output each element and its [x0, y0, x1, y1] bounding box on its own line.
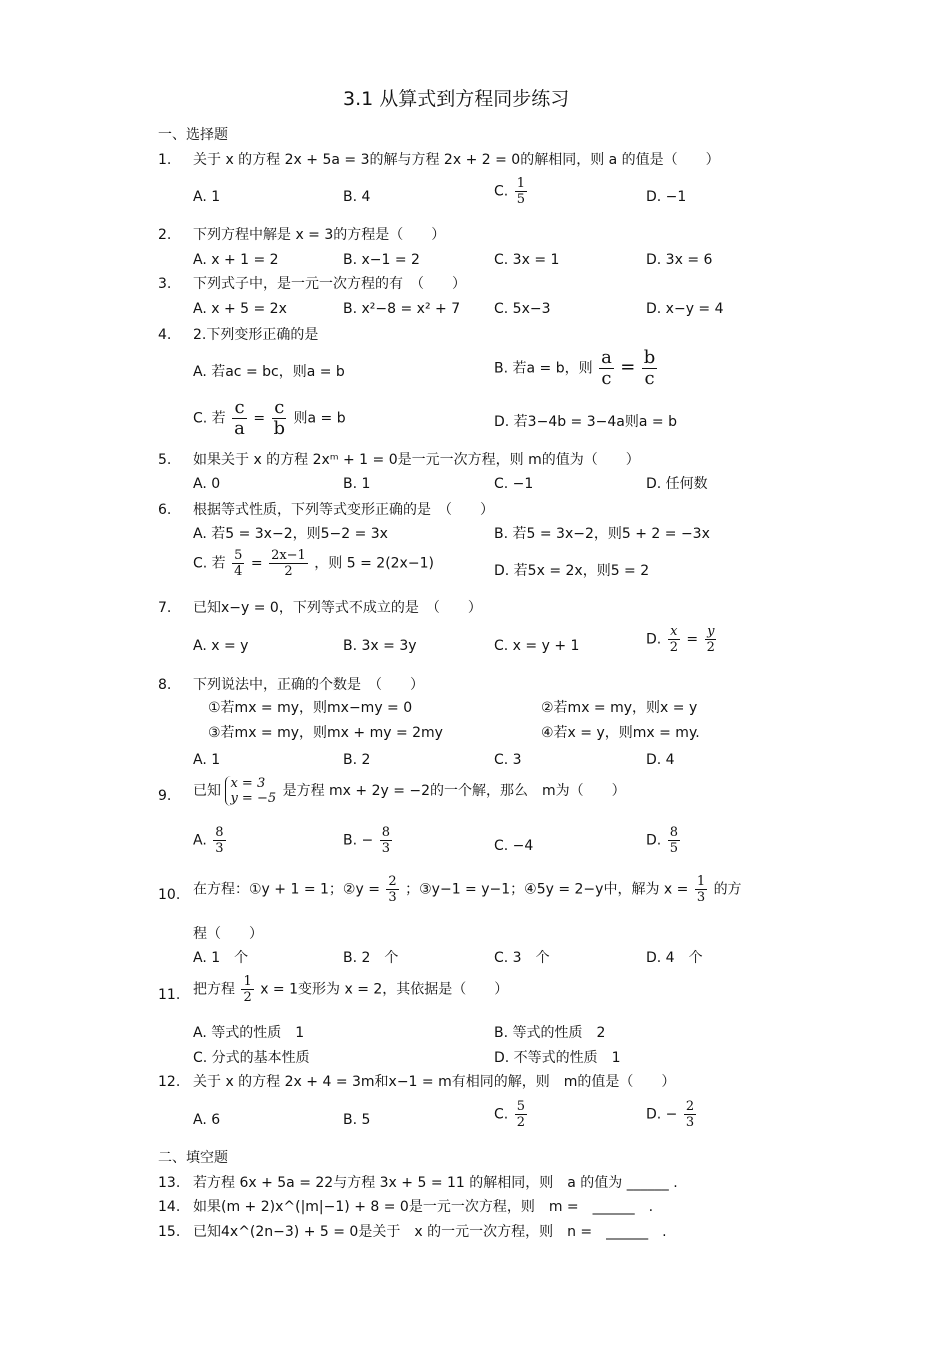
q7-number: 7.: [158, 600, 172, 616]
q6-option-a: A. 若5 = 3x−2，则5−2 = 3x: [193, 526, 388, 542]
q12-option-c-fraction: [515, 1099, 527, 1130]
q7-option-d: D. $\frac{x}{2}$ = $\frac{y}{2}$: [646, 624, 715, 655]
q3-option-d: D. x−y = 4: [646, 301, 724, 317]
q7-option-c: C. x = y + 1: [494, 638, 580, 654]
denominator: 4: [234, 564, 243, 579]
q12-number: 12.: [158, 1074, 181, 1090]
q10-number: 10.: [158, 887, 181, 903]
q12-option-d-label: D. −: [646, 1106, 678, 1123]
numerator: 2: [685, 1099, 695, 1114]
q4-option-b-fraction-right: [642, 348, 658, 389]
denominator: 2: [284, 564, 293, 579]
q1-number: 1.: [158, 152, 172, 168]
section-heading-fill-in: 二、填空题: [158, 1150, 228, 1166]
q4-option-c-label: C. 若: [193, 410, 226, 427]
denominator: 3: [215, 841, 224, 856]
q7-option-d-fraction-left: [668, 624, 680, 655]
numerator: 8: [381, 825, 390, 840]
q9-equation-system: [225, 776, 276, 806]
q4-option-c-fraction-left: [232, 398, 247, 439]
q12-option-c: [494, 1099, 529, 1130]
q11-option-d: D. 不等式的性质 1: [494, 1050, 621, 1066]
q12-stem: 关于 x 的方程 2x + 4 = 3m和x−1 = m有相同的解，则 m的值是（ ）: [193, 1074, 676, 1090]
q9-option-c: C. −4: [494, 838, 534, 854]
q6-option-d: D. 若5x = 2x，则5 = 2: [494, 563, 650, 579]
q5-option-b: B. 1: [343, 476, 371, 492]
denominator: 2: [669, 640, 678, 655]
q8-statement-2: ②若mx = my，则x = y: [541, 700, 698, 716]
q9-option-d: [646, 825, 682, 856]
q3-number: 3.: [158, 276, 172, 292]
q1-option-a: A. 1: [193, 189, 221, 205]
q8-option-d: D. 4: [646, 752, 675, 768]
numerator: y: [707, 624, 715, 639]
q1-option-c-fraction: [515, 176, 527, 207]
q9-option-d-fraction: [668, 825, 680, 856]
q1-option-c-label: C.: [494, 183, 509, 200]
denominator: a: [234, 418, 245, 439]
section-heading-choice: 一、选择题: [158, 127, 228, 143]
q8-option-a: A. 1: [193, 752, 221, 768]
q9-option-a: [193, 825, 228, 856]
q9-option-a-fraction: [213, 825, 225, 856]
q10-option-b: B. 2 个: [343, 950, 399, 966]
q4-option-c-fraction-right: [272, 398, 288, 439]
q14-stem: 如果(m + 2)x^(|m|−1) + 8 = 0是一元一次方程，则 m = ______ .: [193, 1199, 654, 1215]
q6-option-c-fraction-left: [232, 548, 244, 579]
system-line-1: x = 3: [230, 776, 266, 791]
q6-option-b: B. 若5 = 3x−2，则5 + 2 = −3x: [494, 526, 710, 542]
numerator: a: [601, 347, 612, 368]
q9-stem: [193, 776, 626, 806]
numerator: c: [274, 397, 285, 418]
q4-option-b-label: B. 若a = b，则: [494, 360, 593, 377]
q6-option-c-fraction-right: [269, 548, 308, 579]
q5-number: 5.: [158, 452, 172, 468]
q9-stem-suffix: 是方程 mx + 2y = −2的一个解，那么 m为（ ）: [282, 783, 626, 799]
q9-number: 9.: [158, 788, 172, 804]
numerator: 1: [243, 974, 252, 989]
q10-option-c: C. 3 个: [494, 950, 550, 966]
q2-option-d: D. 3x = 6: [646, 252, 713, 268]
q11-fraction: [241, 974, 253, 1005]
q1-option-d: D. −1: [646, 189, 687, 205]
q4-option-c: C. 若 $\frac{c}{a}$ = $\frac{c}{b}$ 则a = b: [193, 397, 346, 439]
q10-stem: [193, 874, 742, 905]
q6-option-c-conclusion: ，则 5 = 2(2x−1): [314, 555, 434, 572]
numerator: 8: [669, 825, 678, 840]
q13-stem: 若方程 6x + 5a = 22与方程 3x + 5 = 11 的解相同，则 a 的值为 ______ .: [193, 1175, 678, 1191]
q10-option-d: D. 4 个: [646, 950, 703, 966]
q11-option-a: A. 等式的性质 1: [193, 1025, 305, 1041]
q1-stem: 关于 x 的方程 2x + 5a = 3的解与方程 2x + 2 = 0的解相同，则 a 的值是（ ）: [193, 152, 720, 168]
page-title: 3.1 从算式到方程同步练习: [343, 88, 570, 110]
denominator: 2: [243, 990, 252, 1005]
q10-fraction-2: [695, 874, 707, 905]
q8-statement-1: ①若mx = my，则mx−my = 0: [208, 700, 413, 716]
numerator: 1: [516, 176, 525, 191]
q7-option-b: B. 3x = 3y: [343, 638, 417, 654]
numerator: 2x−1: [271, 548, 306, 563]
q2-option-c: C. 3x = 1: [494, 252, 560, 268]
q9-option-b: [343, 825, 394, 856]
q4-option-b: B. 若a = b，则 $\frac{a}{c}$ = $\frac{b}{c}$: [494, 347, 656, 389]
system-line-2: y = −5: [230, 791, 277, 806]
q15-number: 15.: [158, 1224, 181, 1240]
q6-stem: 根据等式性质，下列等式变形正确的是 （ ）: [193, 502, 494, 518]
q7-stem: 已知x−y = 0，下列等式不成立的是 （ ）: [193, 600, 482, 616]
q6-number: 6.: [158, 502, 172, 518]
q3-option-b: B. x²−8 = x² + 7: [343, 301, 461, 317]
q8-number: 8.: [158, 677, 172, 693]
q4-option-b-fraction-left: [599, 348, 614, 389]
q11-option-c: C. 分式的基本性质: [193, 1050, 310, 1066]
q11-stem: [193, 974, 508, 1005]
q9-option-d-label: D.: [646, 832, 662, 849]
numerator: x: [670, 624, 678, 639]
q8-statement-3: ③若mx = my，则mx + my = 2my: [208, 725, 443, 741]
q2-option-a: A. x + 1 = 2: [193, 252, 279, 268]
numerator: 1: [696, 874, 706, 889]
q2-number: 2.: [158, 227, 172, 243]
numerator: b: [643, 347, 656, 368]
denominator: 3: [696, 890, 706, 905]
q11-stem-suffix: x = 1变形为 x = 2，其依据是（ ）: [260, 981, 509, 998]
denominator: c: [644, 368, 655, 389]
q8-statement-4: ④若x = y，则mx = my.: [541, 725, 700, 741]
q7-option-d-fraction-right: [705, 624, 717, 655]
q5-option-d: D. 任何数: [646, 476, 708, 492]
q10-stem-continued: 程（ ）: [193, 926, 263, 942]
denominator: c: [601, 368, 612, 389]
q6-option-c: C. 若 $\frac{5}{4}$ = $\frac{2x-1}{2}$ ，则 5 = 2(2x−1): [193, 548, 434, 579]
q3-option-c: C. 5x−3: [494, 301, 551, 317]
q4-option-c-conclusion: 则a = b: [293, 410, 346, 427]
q10-stem-part-1: 在方程：①y + 1 = 1；②y =: [193, 881, 380, 898]
q8-option-b: B. 2: [343, 752, 371, 768]
q10-stem-part-3: 的方: [713, 881, 742, 898]
denominator: 5: [516, 192, 525, 207]
q4-option-a: A. 若ac = bc，则a = b: [193, 364, 345, 380]
numerator: 5: [516, 1099, 525, 1114]
q2-option-b: B. x−1 = 2: [343, 252, 420, 268]
q4-stem: 2.下列变形正确的是: [193, 327, 319, 343]
denominator: 2: [516, 1115, 525, 1130]
q4-number: 4.: [158, 327, 172, 343]
q5-stem: 如果关于 x 的方程 2xᵐ + 1 = 0是一元一次方程，则 m的值为（ ）: [193, 452, 640, 468]
denominator: 2: [706, 640, 715, 655]
q1-option-c: [494, 176, 529, 207]
q1-option-b: B. 4: [343, 189, 371, 205]
q8-stem: 下列说法中，正确的个数是 （ ）: [193, 677, 424, 693]
q12-option-c-label: C.: [494, 1106, 509, 1123]
q10-fraction-1: [386, 874, 398, 905]
q8-option-c: C. 3: [494, 752, 522, 768]
q15-stem: 已知4x^(2n−3) + 5 = 0是关于 x 的一元一次方程，则 n = ______ .: [193, 1224, 667, 1240]
denominator: 3: [381, 841, 390, 856]
denominator: b: [273, 418, 286, 439]
q9-option-b-label: B. −: [343, 832, 374, 849]
numerator: 5: [234, 548, 243, 563]
q14-number: 14.: [158, 1199, 181, 1215]
q10-stem-part-2: ；③y−1 = y−1；④5y = 2−y中，解为 x =: [405, 881, 689, 898]
q6-option-c-label: C. 若: [193, 555, 226, 572]
q12-option-d: [646, 1099, 698, 1130]
q11-number: 11.: [158, 987, 181, 1003]
q10-option-a: A. 1 个: [193, 950, 249, 966]
q13-number: 13.: [158, 1175, 181, 1191]
q7-option-a: A. x = y: [193, 638, 249, 654]
q5-option-c: C. −1: [494, 476, 534, 492]
q12-option-a: A. 6: [193, 1112, 221, 1128]
q5-option-a: A. 0: [193, 476, 221, 492]
q9-stem-prefix: 已知: [193, 783, 221, 799]
denominator: 3: [388, 890, 397, 905]
q7-option-d-label: D.: [646, 631, 662, 648]
q9-option-b-fraction: [380, 825, 392, 856]
q12-option-d-fraction: [684, 1099, 696, 1130]
q11-option-b: B. 等式的性质 2: [494, 1025, 606, 1041]
q2-stem: 下列方程中解是 x = 3的方程是（ ）: [193, 227, 446, 243]
q9-option-a-label: A.: [193, 832, 207, 849]
denominator: 3: [685, 1115, 695, 1130]
q12-option-b: B. 5: [343, 1112, 371, 1128]
denominator: 5: [669, 841, 678, 856]
numerator: 8: [215, 825, 224, 840]
q11-stem-prefix: 把方程: [193, 981, 235, 998]
q4-option-d: D. 若3−4b = 3−4a则a = b: [494, 414, 677, 430]
q3-option-a: A. x + 5 = 2x: [193, 301, 287, 317]
numerator: c: [234, 397, 245, 418]
numerator: 2: [388, 874, 397, 889]
q3-stem: 下列式子中，是一元一次方程的有 （ ）: [193, 276, 466, 292]
